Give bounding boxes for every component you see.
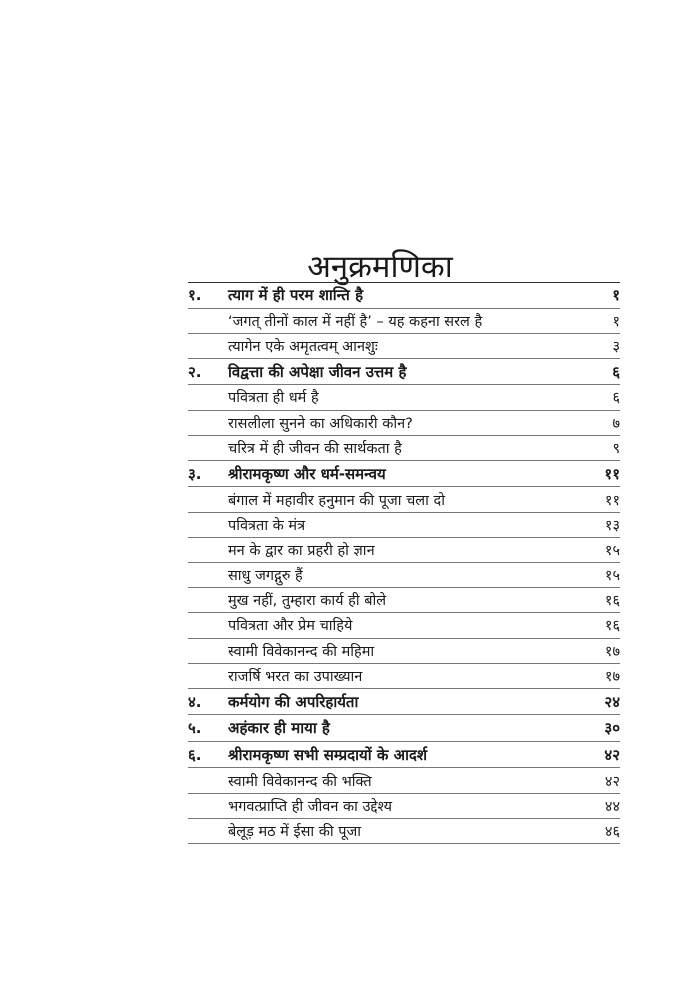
chapter-number: २.: [188, 362, 202, 381]
section-title: स्वामी विवेकानन्द की भक्ति: [228, 773, 372, 790]
page-number: १: [612, 286, 620, 305]
toc-chapter-row: [188, 282, 620, 309]
page-number: ७: [612, 415, 620, 432]
toc-section-row: [188, 639, 620, 664]
toc-section-row: [188, 309, 620, 334]
page-number: १६: [604, 618, 620, 635]
chapter-title: श्रीरामकृष्ण सभी सम्प्रदायों के आदर्श: [228, 745, 428, 764]
toc-section-row: [188, 487, 620, 512]
section-title: राजर्षि भरत का उपाख्यान: [228, 668, 363, 685]
toc-section-row: [188, 819, 620, 844]
page-number: २४: [604, 692, 620, 711]
table-of-contents: [188, 282, 620, 844]
toc-section-row: [188, 588, 620, 613]
chapter-number: १.: [188, 286, 202, 305]
page-title: अनुक्रमणिका: [307, 248, 453, 285]
chapter-title: विद्वत्ता की अपेक्षा जीवन उत्तम है: [228, 362, 407, 381]
page-number: ४२: [604, 745, 620, 764]
section-title: रासलीला सुनने का अधिकारी कौन?: [228, 415, 413, 432]
toc-chapter-row: [188, 689, 620, 716]
toc-section-row: [188, 513, 620, 538]
chapter-number: ३.: [188, 464, 202, 483]
section-title: साधु जगद्गुरु हैं: [228, 568, 303, 585]
section-title: पवित्रता ही धर्म है: [228, 390, 319, 407]
toc-section-row: [188, 334, 620, 359]
toc-section-row: [188, 411, 620, 436]
page-number: १७: [604, 643, 620, 660]
toc-section-row: [188, 794, 620, 819]
section-title: चरित्र में ही जीवन की सार्थकता है: [228, 440, 402, 457]
toc-chapter-row: [188, 742, 620, 769]
page-number: ३: [612, 338, 620, 355]
page-number: ११: [604, 464, 620, 483]
section-title: भगवत्प्राप्ति ही जीवन का उद्देश्य: [228, 798, 393, 815]
chapter-title: त्याग में ही परम शान्ति है: [228, 286, 364, 305]
page-number: ३०: [604, 719, 620, 738]
toc-section-row: [188, 385, 620, 410]
chapter-title: कर्मयोग की अपरिहार्यता: [228, 692, 359, 711]
page-number: १: [612, 313, 620, 330]
toc-section-row: [188, 538, 620, 563]
section-title: पवित्रता के मंत्र: [228, 517, 306, 534]
page-number: १५: [604, 542, 620, 559]
page-number: ४६: [604, 823, 620, 840]
section-title: त्यागेन एके अमृतत्वम् आनशुः: [228, 338, 378, 355]
page-number: ६: [612, 362, 620, 381]
section-title: मन के द्वार का प्रहरी हो ज्ञान: [228, 542, 375, 559]
section-title: बंगाल में महावीर हनुमान की पूजा चला दो: [228, 492, 445, 509]
page-number: ४४: [604, 798, 620, 815]
page-number: ९: [612, 440, 620, 457]
toc-chapter-row: [188, 359, 620, 386]
page-number: ११: [604, 492, 620, 509]
chapter-title: अहंकार ही माया है: [228, 719, 330, 738]
page-number: १५: [604, 568, 620, 585]
page-number: १६: [604, 593, 620, 610]
section-title: बेलूड़ मठ में ईसा की पूजा: [228, 823, 361, 840]
chapter-title: श्रीरामकृष्ण और धर्म-समन्वय: [228, 464, 386, 483]
toc-chapter-row: [188, 461, 620, 488]
section-title: पवित्रता और प्रेम चाहिये: [228, 618, 353, 635]
toc-chapter-row: [188, 715, 620, 742]
section-title: स्वामी विवेकानन्द की महिमा: [228, 643, 375, 660]
chapter-number: ६.: [188, 745, 202, 764]
chapter-number: ५.: [188, 719, 202, 738]
page-number: १३: [604, 517, 620, 534]
section-title: मुख नहीं, तुम्हारा कार्य ही बोले: [228, 593, 387, 610]
toc-section-row: [188, 664, 620, 689]
toc-section-row: [188, 613, 620, 638]
page-number: १७: [604, 668, 620, 685]
toc-section-row: [188, 436, 620, 461]
page-number: ६: [612, 390, 620, 407]
chapter-number: ४.: [188, 692, 202, 711]
toc-section-row: [188, 563, 620, 588]
page-number: ४२: [604, 773, 620, 790]
section-title: ‘जगत् तीनों काल में नहीं है’ – यह कहना सरल है: [228, 313, 483, 330]
toc-section-row: [188, 768, 620, 793]
